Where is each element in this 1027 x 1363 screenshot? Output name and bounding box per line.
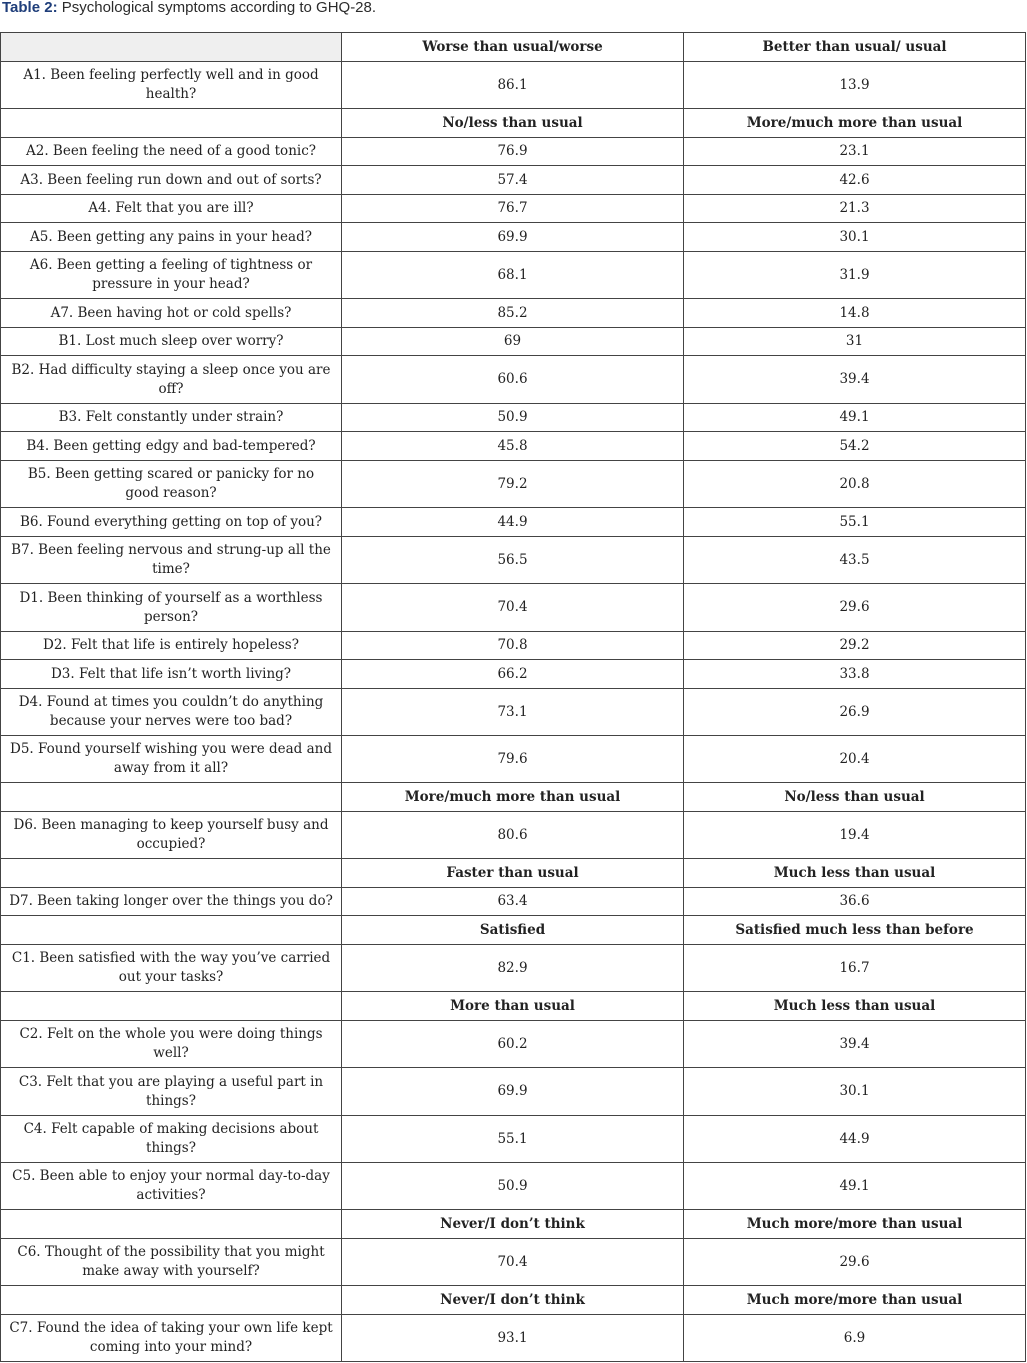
value-cell-right: 43.5: [684, 537, 1026, 584]
table-row: [1, 812, 1026, 859]
value-cell-left: 68.1: [342, 252, 684, 299]
table-row: [1, 195, 1026, 223]
header-col-right: More/much more than usual: [684, 109, 1026, 138]
table-row: [1, 1163, 1026, 1210]
value-cell-right: 54.2: [684, 432, 1026, 461]
table-header-row: [1, 859, 1026, 888]
question-cell: B6. Found everything getting on top of you?: [1, 508, 342, 537]
table-row: [1, 1239, 1026, 1286]
header-blank-cell: [1, 33, 342, 62]
value-cell-left: 69.9: [342, 1068, 684, 1116]
table-header-row: [1, 916, 1026, 945]
question-cell: A3. Been feeling run down and out of sorts?: [1, 166, 342, 195]
value-cell-right: 29.2: [684, 632, 1026, 660]
table-row: [1, 945, 1026, 992]
header-blank-cell: [1, 783, 342, 812]
value-cell-right: 29.6: [684, 584, 1026, 632]
question-cell: D7. Been taking longer over the things you do?: [1, 888, 342, 916]
table-row: [1, 166, 1026, 195]
table-row: [1, 1068, 1026, 1116]
question-cell: C4. Felt capable of making decisions about things?: [1, 1116, 342, 1163]
value-cell-left: 76.9: [342, 138, 684, 166]
header-col-right: Better than usual/ usual: [684, 33, 1026, 62]
value-cell-left: 70.8: [342, 632, 684, 660]
table-caption: [2, 0, 376, 18]
ghq-table: [0, 32, 1026, 1362]
question-cell: A5. Been getting any pains in your head?: [1, 223, 342, 252]
header-col-left: Satisfied: [342, 916, 684, 945]
value-cell-right: 36.6: [684, 888, 1026, 916]
header-blank-cell: [1, 916, 342, 945]
question-cell: C5. Been able to enjoy your normal day-to-day activities?: [1, 1163, 342, 1210]
value-cell-left: 86.1: [342, 62, 684, 109]
header-blank-cell: [1, 109, 342, 138]
question-cell: D1. Been thinking of yourself as a worthless person?: [1, 584, 342, 632]
header-col-left: Worse than usual/worse: [342, 33, 684, 62]
table-header-row: [1, 1286, 1026, 1315]
header-col-left: No/less than usual: [342, 109, 684, 138]
table-row: [1, 62, 1026, 109]
table-row: [1, 328, 1026, 356]
question-cell: C6. Thought of the possibility that you might make away with yourself?: [1, 1239, 342, 1286]
value-cell-right: 55.1: [684, 508, 1026, 537]
header-blank-cell: [1, 1210, 342, 1239]
question-cell: C1. Been satisfied with the way you’ve carried out your tasks?: [1, 945, 342, 992]
header-col-left: Never/I don’t think: [342, 1210, 684, 1239]
value-cell-right: 49.1: [684, 404, 1026, 432]
value-cell-right: 31.9: [684, 252, 1026, 299]
value-cell-right: 14.8: [684, 299, 1026, 328]
value-cell-left: 79.6: [342, 736, 684, 783]
table-row: [1, 432, 1026, 461]
question-cell: D2. Felt that life is entirely hopeless?: [1, 632, 342, 660]
question-cell: B1. Lost much sleep over worry?: [1, 328, 342, 356]
question-cell: C3. Felt that you are playing a useful part in things?: [1, 1068, 342, 1116]
header-col-right: Satisfied much less than before: [684, 916, 1026, 945]
value-cell-right: 44.9: [684, 1116, 1026, 1163]
question-cell: D6. Been managing to keep yourself busy and occupied?: [1, 812, 342, 859]
value-cell-left: 44.9: [342, 508, 684, 537]
value-cell-left: 69: [342, 328, 684, 356]
value-cell-right: 29.6: [684, 1239, 1026, 1286]
table-header-row: [1, 1210, 1026, 1239]
table-row: [1, 508, 1026, 537]
value-cell-right: 42.6: [684, 166, 1026, 195]
table-header-row: [1, 992, 1026, 1021]
value-cell-left: 70.4: [342, 584, 684, 632]
question-cell: B3. Felt constantly under strain?: [1, 404, 342, 432]
value-cell-left: 45.8: [342, 432, 684, 461]
value-cell-right: 23.1: [684, 138, 1026, 166]
table-row: [1, 660, 1026, 689]
table-caption-text: Psychological symptoms according to GHQ-28.: [57, 0, 377, 16]
value-cell-right: 31: [684, 328, 1026, 356]
table-row: [1, 252, 1026, 299]
table-row: [1, 223, 1026, 252]
value-cell-right: 26.9: [684, 689, 1026, 736]
table-row: [1, 138, 1026, 166]
table-header-row: [1, 33, 1026, 62]
value-cell-left: 69.9: [342, 223, 684, 252]
value-cell-left: 50.9: [342, 404, 684, 432]
question-cell: A6. Been getting a feeling of tightness or pressure in your head?: [1, 252, 342, 299]
table-row: [1, 1116, 1026, 1163]
table-header-row: [1, 109, 1026, 138]
value-cell-right: 33.8: [684, 660, 1026, 689]
value-cell-left: 79.2: [342, 461, 684, 508]
header-col-right: Much less than usual: [684, 859, 1026, 888]
header-col-right: Much less than usual: [684, 992, 1026, 1021]
question-cell: B7. Been feeling nervous and strung-up all the time?: [1, 537, 342, 584]
value-cell-left: 60.6: [342, 356, 684, 404]
table-row: [1, 1021, 1026, 1068]
table-row: [1, 689, 1026, 736]
value-cell-left: 66.2: [342, 660, 684, 689]
header-col-left: More than usual: [342, 992, 684, 1021]
value-cell-right: 20.8: [684, 461, 1026, 508]
table-row: [1, 584, 1026, 632]
header-col-left: Never/I don’t think: [342, 1286, 684, 1315]
table-caption-label: Table 2:: [2, 0, 58, 16]
value-cell-left: 55.1: [342, 1116, 684, 1163]
header-col-left: More/much more than usual: [342, 783, 684, 812]
value-cell-right: 20.4: [684, 736, 1026, 783]
value-cell-left: 57.4: [342, 166, 684, 195]
value-cell-left: 60.2: [342, 1021, 684, 1068]
value-cell-left: 63.4: [342, 888, 684, 916]
header-col-right: No/less than usual: [684, 783, 1026, 812]
table-row: [1, 736, 1026, 783]
question-cell: A7. Been having hot or cold spells?: [1, 299, 342, 328]
value-cell-left: 80.6: [342, 812, 684, 859]
header-blank-cell: [1, 859, 342, 888]
header-col-right: Much more/more than usual: [684, 1286, 1026, 1315]
header-blank-cell: [1, 992, 342, 1021]
value-cell-right: 16.7: [684, 945, 1026, 992]
value-cell-right: 49.1: [684, 1163, 1026, 1210]
table-header-row: [1, 783, 1026, 812]
value-cell-right: 21.3: [684, 195, 1026, 223]
question-cell: D5. Found yourself wishing you were dead and away from it all?: [1, 736, 342, 783]
value-cell-right: 39.4: [684, 356, 1026, 404]
value-cell-right: 30.1: [684, 223, 1026, 252]
value-cell-left: 73.1: [342, 689, 684, 736]
table-row: [1, 632, 1026, 660]
question-cell: B5. Been getting scared or panicky for no good reason?: [1, 461, 342, 508]
table-row: [1, 1315, 1026, 1362]
header-col-right: Much more/more than usual: [684, 1210, 1026, 1239]
value-cell-right: 13.9: [684, 62, 1026, 109]
value-cell-right: 19.4: [684, 812, 1026, 859]
header-blank-cell: [1, 1286, 342, 1315]
value-cell-right: 39.4: [684, 1021, 1026, 1068]
value-cell-right: 6.9: [684, 1315, 1026, 1362]
question-cell: D3. Felt that life isn’t worth living?: [1, 660, 342, 689]
value-cell-left: 56.5: [342, 537, 684, 584]
value-cell-left: 70.4: [342, 1239, 684, 1286]
question-cell: D4. Found at times you couldn’t do anything because your nerves were too bad?: [1, 689, 342, 736]
table-row: [1, 461, 1026, 508]
header-col-left: Faster than usual: [342, 859, 684, 888]
question-cell: B4. Been getting edgy and bad-tempered?: [1, 432, 342, 461]
ghq-table-body: [1, 33, 1026, 1362]
value-cell-left: 85.2: [342, 299, 684, 328]
question-cell: C7. Found the idea of taking your own life kept coming into your mind?: [1, 1315, 342, 1362]
question-cell: A1. Been feeling perfectly well and in good health?: [1, 62, 342, 109]
table-row: [1, 356, 1026, 404]
table-row: [1, 537, 1026, 584]
value-cell-left: 50.9: [342, 1163, 684, 1210]
value-cell-left: 93.1: [342, 1315, 684, 1362]
table-row: [1, 888, 1026, 916]
question-cell: C2. Felt on the whole you were doing things well?: [1, 1021, 342, 1068]
table-row: [1, 299, 1026, 328]
value-cell-right: 30.1: [684, 1068, 1026, 1116]
table-row: [1, 404, 1026, 432]
question-cell: B2. Had difficulty staying a sleep once you are off?: [1, 356, 342, 404]
value-cell-left: 76.7: [342, 195, 684, 223]
question-cell: A2. Been feeling the need of a good tonic?: [1, 138, 342, 166]
value-cell-left: 82.9: [342, 945, 684, 992]
question-cell: A4. Felt that you are ill?: [1, 195, 342, 223]
